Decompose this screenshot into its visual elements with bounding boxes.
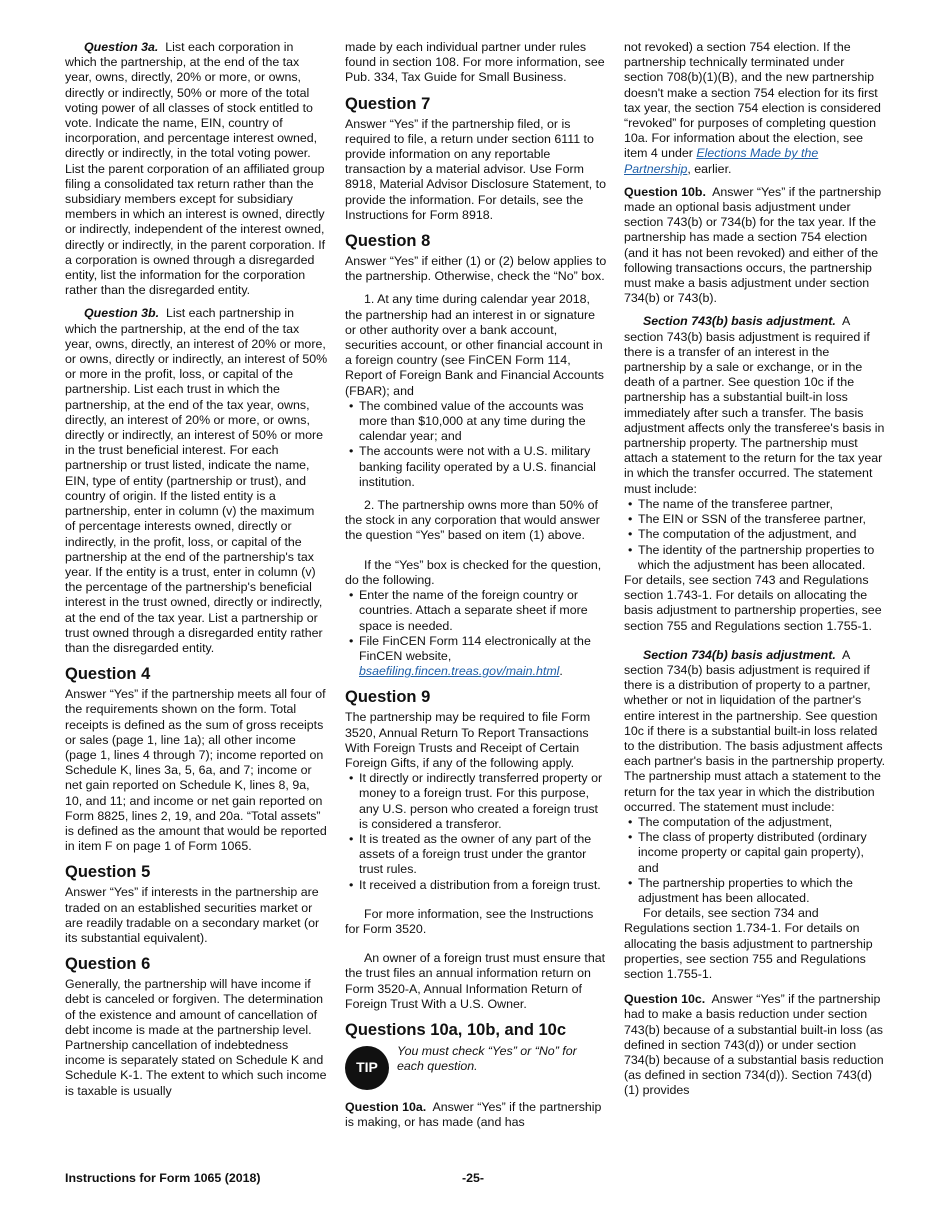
- question-10a-label: Question 10a.: [345, 1099, 427, 1114]
- question-10c-label: Question 10c.: [624, 992, 706, 1007]
- column-1: [65, 40, 328, 1107]
- question-3b-text: List each partnership in which the partnership, at the end of the tax year, owns, directly, an interest of 20% or more, or owns, directly or indirectly, an interest of 50% or more in the profit, loss, or capital of the partnership. List each trust in which the partnership, at the end of the tax year, owns, directly, an interest of 20% or more, or owns, directly or indirectly, an interest of 50% or more in the trust beneficial interest. For each partnership or trust listed, indicate the name, EIN, type of entity (partnership or trust), and country of origin. If the listed entity is a partnership, enter in column (v) the maximum of percentage interests owned, directly or indirectly, in the profit, loss, or capital of the partnership at the end of the partnership's tax year. If the entity is a trust, enter in column (v) the percentage of the partnership's beneficial interest in the trust owned, directly or indirectly, at the end of the tax year. List a partnership or trust owned through a disregarded entity rather than the disregarded entity.: [65, 306, 328, 655]
- section-743-bullet: • The identity of the partnership properties to which the adjustment has been allocated.: [624, 543, 886, 573]
- question-10a-text: Answer “Yes” if the partnership is making, or has made (and has: [345, 1099, 602, 1130]
- section-734-bullet: • The partnership properties to which the adjustment has been allocated.: [624, 876, 886, 906]
- question-7-heading: Question 7: [345, 94, 431, 113]
- question-10a-cont-text: not revoked) a section 754 election. If the partnership technically terminated under section 708(b)(1)(B), and the new partnership doesn't make a section 754 election for its first tax year, the section 754 election is considered “revoked” for purposes of completing question 10a. For information about the election, see item 4 under: [624, 40, 881, 161]
- question-8-item-1: 1. At any time during calendar year 2018, the partnership had an interest in or signature or other authority over a bank account, securities account, or other financial account in a foreign country (see FinCEN Form 114, Report of Foreign Bank and Financial Accounts (FBAR); and: [345, 292, 604, 398]
- question-9-owner-note: An owner of a foreign trust must ensure that the trust files an annual information return on Form 3520-A, Annual Information Return of Foreign Trust With a U.S. Owner.: [345, 951, 606, 1011]
- page-number: -25-: [462, 1171, 485, 1185]
- question-9-bullet: • It is treated as the owner of any part of the assets of a foreign trust under the grantor trust rules.: [345, 832, 607, 878]
- question-8-bullet: • The combined value of the accounts was more than $10,000 at any time during the calendar year; and: [345, 399, 607, 445]
- fincen-link[interactable]: bsaefiling.fincen.treas.gov/main.html: [359, 664, 560, 679]
- question-5-heading: Question 5: [65, 863, 151, 882]
- section-734-text: A section 734(b) basis adjustment is required if there is a distribution of property to a partner, whether or not in liquidation of the partner's entire interest in the partnership. See question 10c if there is a substantial built-in loss related to the distribution. The basis adjustment affects each partner's basis in the partnership property. The partnership must attach a statement to the return for the tax year in which the distribution occurred. The statement must include:: [624, 647, 886, 814]
- section-743-bullet: • The EIN or SSN of the transferee partner,: [624, 512, 886, 527]
- question-8-heading: Question 8: [345, 232, 431, 251]
- section-734-bullet: • The class of property distributed (ordinary income property or capital gain property), and: [624, 830, 886, 876]
- section-743-details: For details, see section 743 and Regulations section 1.743-1. For details on allocating the basis adjustment to partnership properties, see section 755 and Regulations section 1.755-1.: [624, 572, 882, 633]
- question-9-more-info: For more information, see the Instructions for Form 3520.: [345, 906, 594, 936]
- question-3a-text: List each corporation in which the partnership, at the end of the tax year, owns, directly, 20% or more, or owns, directly or indirectly, 50% or more of the total voting power of all classes of stock entitled to vote. Indicate the name, EIN, country of incorporation, and percentage interest owned, directly or indirectly, in the total voting power. List the parent corporation of an affiliated group filing a consolidated tax return rather than the subsidiary members except for subsidiary members in which an interest is owned, directly or indirectly, independent of the interest owned, directly or indirectly, in the parent corporation. If a corporation is owned through a disregarded entity, list the information for the corporation rather than the disregarded entity.: [65, 40, 326, 298]
- question-8-bullet: • The accounts were not with a U.S. military banking facility operated by a U.S. financial institution.: [345, 444, 607, 490]
- question-10c-text: Answer “Yes” if the partnership had to make a basis reduction under section 743(b) because of a substantial built-in loss (as defined in section 743(d)) or under section 734(b) because of a substantial basis reduction (as defined in section 734(d)). Section 743(d)(1) provides: [624, 992, 884, 1098]
- question-3a-paragraph: [65, 40, 328, 298]
- question-10b-text: Answer “Yes” if the partnership made an optional basis adjustment under section 743(b) or 734(b) for the tax year. If the partnership has made a section 754 election (and it has not been revoked) and either of the following transactions occurs, the partnership must make a basis adjustment under section 734(b) or 743(b).: [624, 184, 882, 306]
- question-10a-continued: [624, 40, 886, 177]
- question-10a-paragraph: [345, 1100, 607, 1130]
- elections-link[interactable]: Elections Made by the Partnership: [624, 146, 819, 176]
- section-743-label: Section 743(b) basis adjustment.: [643, 314, 836, 329]
- column-2: [345, 40, 607, 1138]
- column-3: [624, 40, 886, 1107]
- tip-box: [345, 1044, 607, 1090]
- question-6-text: Generally, the partnership will have income if debt is canceled or forgiven. The determination of the existence and amount of cancellation of debt income is made at the partnership level. Partnership cancellation of indebtedness income is separately stated on Schedule K and Schedule K-1. The extent to which such income is taxable is usually: [65, 977, 327, 1098]
- question-8-bullet: [345, 634, 607, 680]
- question-9-heading: Question 9: [345, 688, 431, 707]
- question-7-text: Answer “Yes” if the partnership filed, or is required to file, a return under section 6111 to provide information on any reportable transaction by a material advisor. Use Form 8918, Material Advisor Disclosure Statement, to provide the information. For details, see the Instructions for Form 8918.: [345, 116, 607, 222]
- question-5-text: Answer “Yes” if interests in the partnership are traded on an established securities market or are readily tradable on a secondary market (or its substantial equivalent).: [65, 885, 320, 945]
- question-8-intro: Answer “Yes” if either (1) or (2) below applies to the partnership. Otherwise, check the “No” box.: [345, 254, 607, 284]
- footer-document-title: Instructions for Form 1065 (2018): [65, 1171, 261, 1185]
- question-6-continued: made by each individual partner under rules found in section 108. For more information, see Pub. 334, Tax Guide for Small Business.: [345, 40, 605, 85]
- question-3a-label: Question 3a.: [84, 40, 159, 54]
- question-10a-cont-end: , earlier.: [687, 161, 732, 176]
- question-8-bullet: • Enter the name of the foreign country or countries. Attach a separate sheet if more space is needed.: [345, 588, 607, 634]
- question-10c-paragraph: [624, 992, 886, 1098]
- question-10b-label: Question 10b.: [624, 184, 706, 199]
- section-734-details: For details, see section 734 and Regulations section 1.734-1. For details on allocating the basis adjustment to partnership properties, see section 755 and Regulations section 1.755-1.: [624, 906, 873, 981]
- fincen-period: .: [559, 664, 563, 679]
- question-9-bullet: • It received a distribution from a foreign trust.: [345, 878, 607, 893]
- question-9-intro: The partnership may be required to file Form 3520, Annual Return To Report Transactions With Foreign Trusts and Receipt of Certain Foreign Gifts, if any of the following apply.: [345, 710, 591, 770]
- questions-10-heading: Questions 10a, 10b, and 10c: [345, 1020, 567, 1039]
- question-3b-paragraph: [65, 306, 328, 656]
- question-9-bullet: • It directly or indirectly transferred property or money to a foreign trust. For this purpose, any U.S. person who created a foreign trust is considered a transferor.: [345, 771, 607, 832]
- section-743-bullet: • The name of the transferee partner,: [624, 497, 886, 512]
- question-6-heading: Question 6: [65, 955, 151, 974]
- section-743-bullet: • The computation of the adjustment, and: [624, 527, 886, 542]
- section-734-bullet: • The computation of the adjustment,: [624, 815, 886, 830]
- section-734-label: Section 734(b) basis adjustment.: [643, 647, 836, 662]
- question-4-text: Answer “Yes” if the partnership meets all four of the requirements shown on the form. Total receipts is defined as the sum of gross receipts or sales (page 1, line 1a); all other income (page 1, lines 4 through 7); income reported on Schedule K, lines 3a, 5, 6a, and 7; income or net gain reported on Schedule K, lines 8, 9a, 10, and 11; and income or net gain reported on Form 8825, lines 2, 19, and 20a. “Total assets” is defined as the amount that would be reported in item F on page 1 of Form 1065.: [65, 687, 327, 854]
- question-8-item-2: 2. The partnership owns more than 50% of the stock in any corporation that would answer the question “Yes” based on item (1) above.: [345, 498, 600, 543]
- question-3b-label: Question 3b.: [84, 306, 160, 321]
- section-734-paragraph: [624, 648, 886, 815]
- section-743-text: A section 743(b) basis adjustment is required if there is a transfer of an interest in the partnership by a sale or exchange, or in the death of a partner. See question 10c if the partnership has a substantial built-in loss immediately after such a transfer. The basis adjustment affects only the transferee's basis in partnership property. The partnership must attach a statement to the return for the tax year in which the transfer occurred. The statement must include:: [624, 314, 885, 496]
- section-743-paragraph: [624, 314, 886, 496]
- question-10b-paragraph: [624, 185, 886, 307]
- question-4-heading: Question 4: [65, 665, 151, 684]
- tip-label: TIP: [356, 1059, 378, 1076]
- question-8-instructions: If the “Yes” box is checked for the question, do the following.: [345, 557, 602, 587]
- tip-text: You must check “Yes” or “No” for each question.: [397, 1043, 577, 1074]
- fincen-text: File FinCEN Form 114 electronically at the FinCEN website,: [359, 633, 591, 663]
- tip-icon: [345, 1046, 389, 1090]
